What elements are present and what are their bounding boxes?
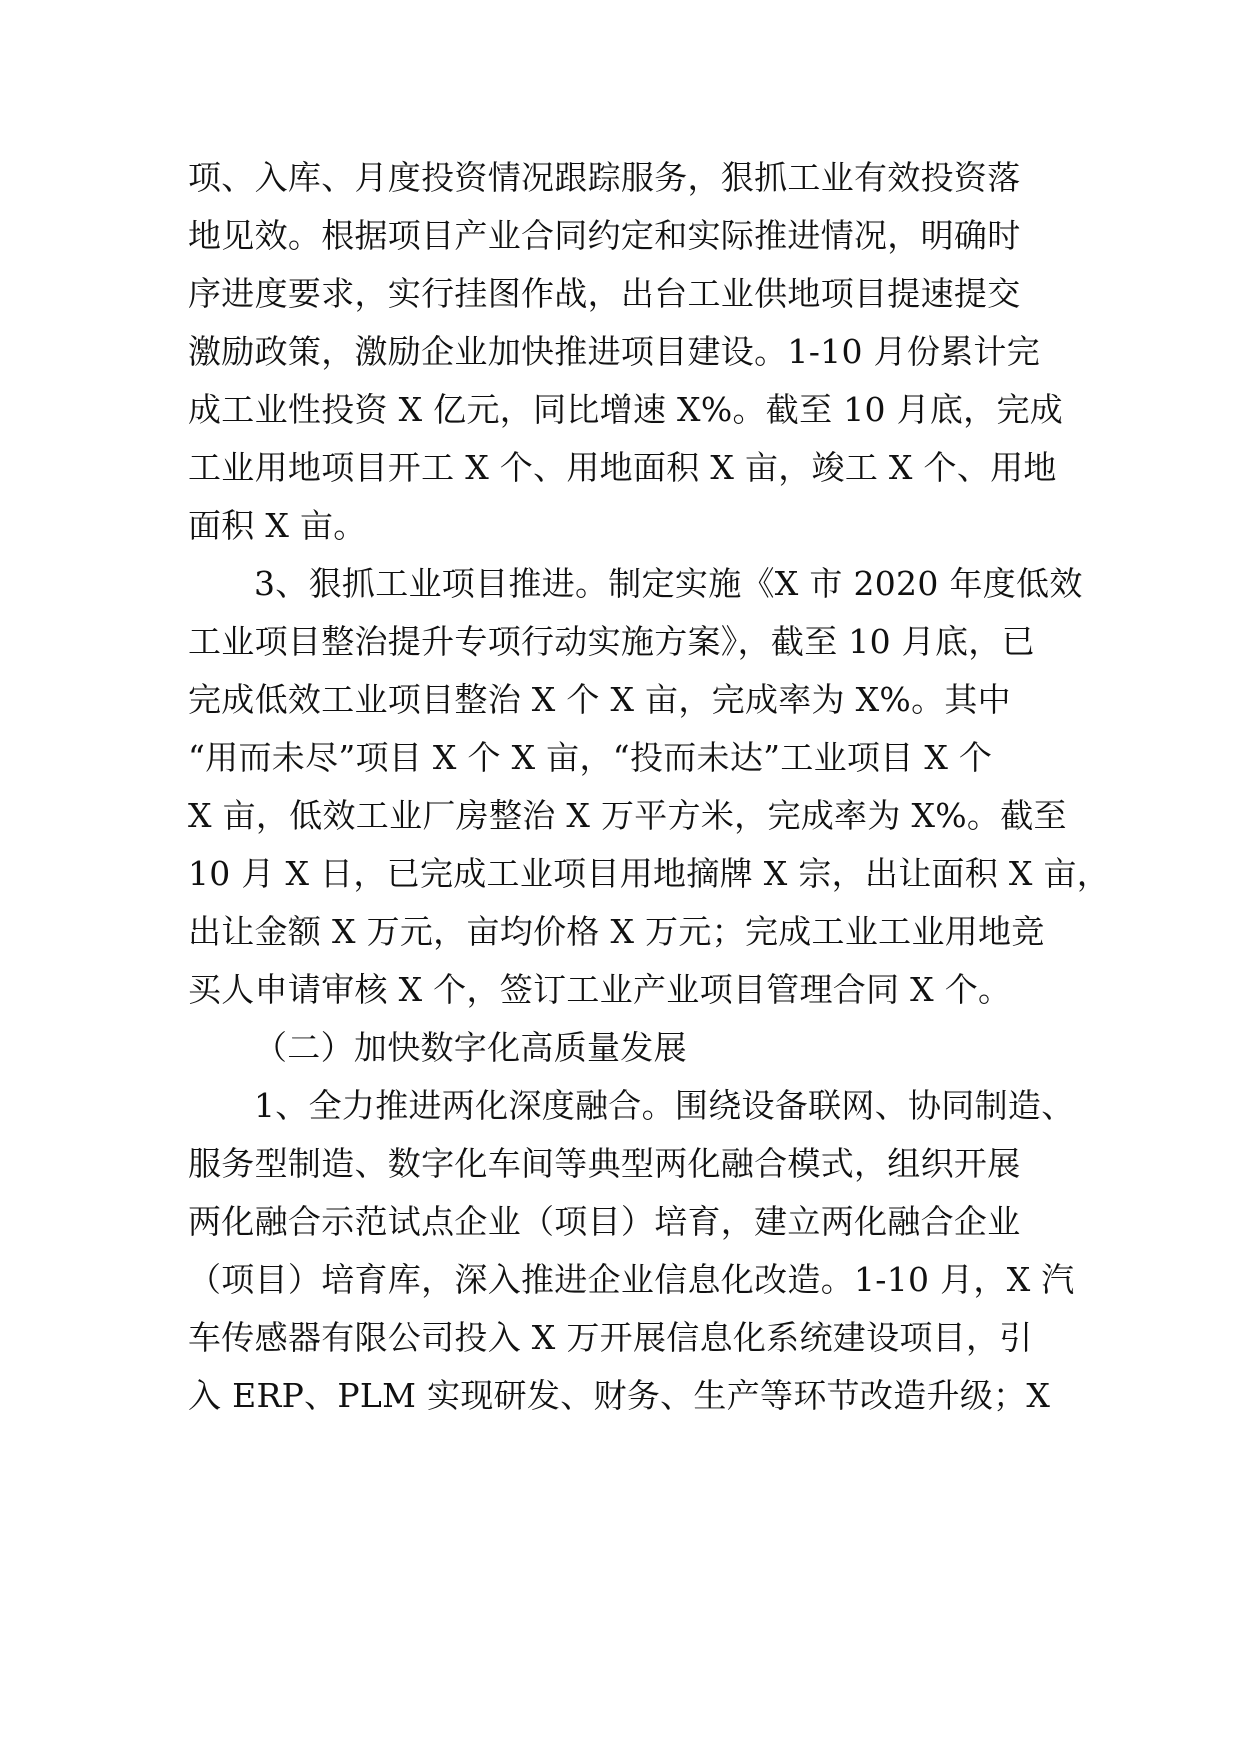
paragraph-first-line: 1、全力推进两化深度融合。围绕设备联网、协同制造、: [254, 1086, 1075, 1125]
text-line: 出让金额 X 万元，亩均价格 X 万元；完成工业工业用地竞: [188, 912, 1045, 951]
paragraph-first-line: 3、狠抓工业项目推进。制定实施《X 市 2020 年度低效: [254, 564, 1083, 603]
text-line: 序进度要求，实行挂图作战，出台工业供地项目提速提交: [188, 274, 1021, 313]
text-line: 车传感器有限公司投入 X 万开展信息化系统建设项目，引: [188, 1318, 1033, 1357]
text-line: 服务型制造、数字化车间等典型两化融合模式，组织开展: [188, 1144, 1021, 1183]
text-line: 地见效。根据项目产业合同约定和实际推进情况，明确时: [188, 216, 1021, 255]
text-line: 工业用地项目开工 X 个、用地面积 X 亩，竣工 X 个、用地: [188, 448, 1057, 487]
text-line: （项目）培育库，深入推进企业信息化改造。1-10 月，X 汽: [188, 1260, 1075, 1299]
section-heading: （二）加快数字化高质量发展: [254, 1028, 687, 1067]
text-line: 工业项目整治提升专项行动实施方案》，截至 10 月底，已: [188, 622, 1035, 661]
text-line: “用而未尽”项目 X 个 X 亩，“投而未达”工业项目 X 个: [188, 738, 993, 777]
text-line: X 亩，低效工业厂房整治 X 万平方米，完成率为 X%。截至: [188, 796, 1067, 835]
text-line: 激励政策，激励企业加快推进项目建设。1-10 月份累计完: [188, 332, 1041, 371]
text-line: 项、入库、月度投资情况跟踪服务，狠抓工业有效投资落: [188, 158, 1021, 197]
text-line: 入 ERP、PLM 实现研发、财务、生产等环节改造升级；X: [188, 1376, 1051, 1415]
text-line: 成工业性投资 X 亿元，同比增速 X%。截至 10 月底，完成: [188, 390, 1064, 429]
text-line: 10 月 X 日，已完成工业项目用地摘牌 X 宗，出让面积 X 亩，: [188, 854, 1111, 893]
text-line: 面积 X 亩。: [188, 506, 367, 545]
text-line: 完成低效工业项目整治 X 个 X 亩，完成率为 X%。其中: [188, 680, 1011, 719]
text-line: 两化融合示范试点企业（项目）培育，建立两化融合企业: [188, 1202, 1021, 1241]
text-line: 买人申请审核 X 个，签订工业产业项目管理合同 X 个。: [188, 970, 1012, 1009]
